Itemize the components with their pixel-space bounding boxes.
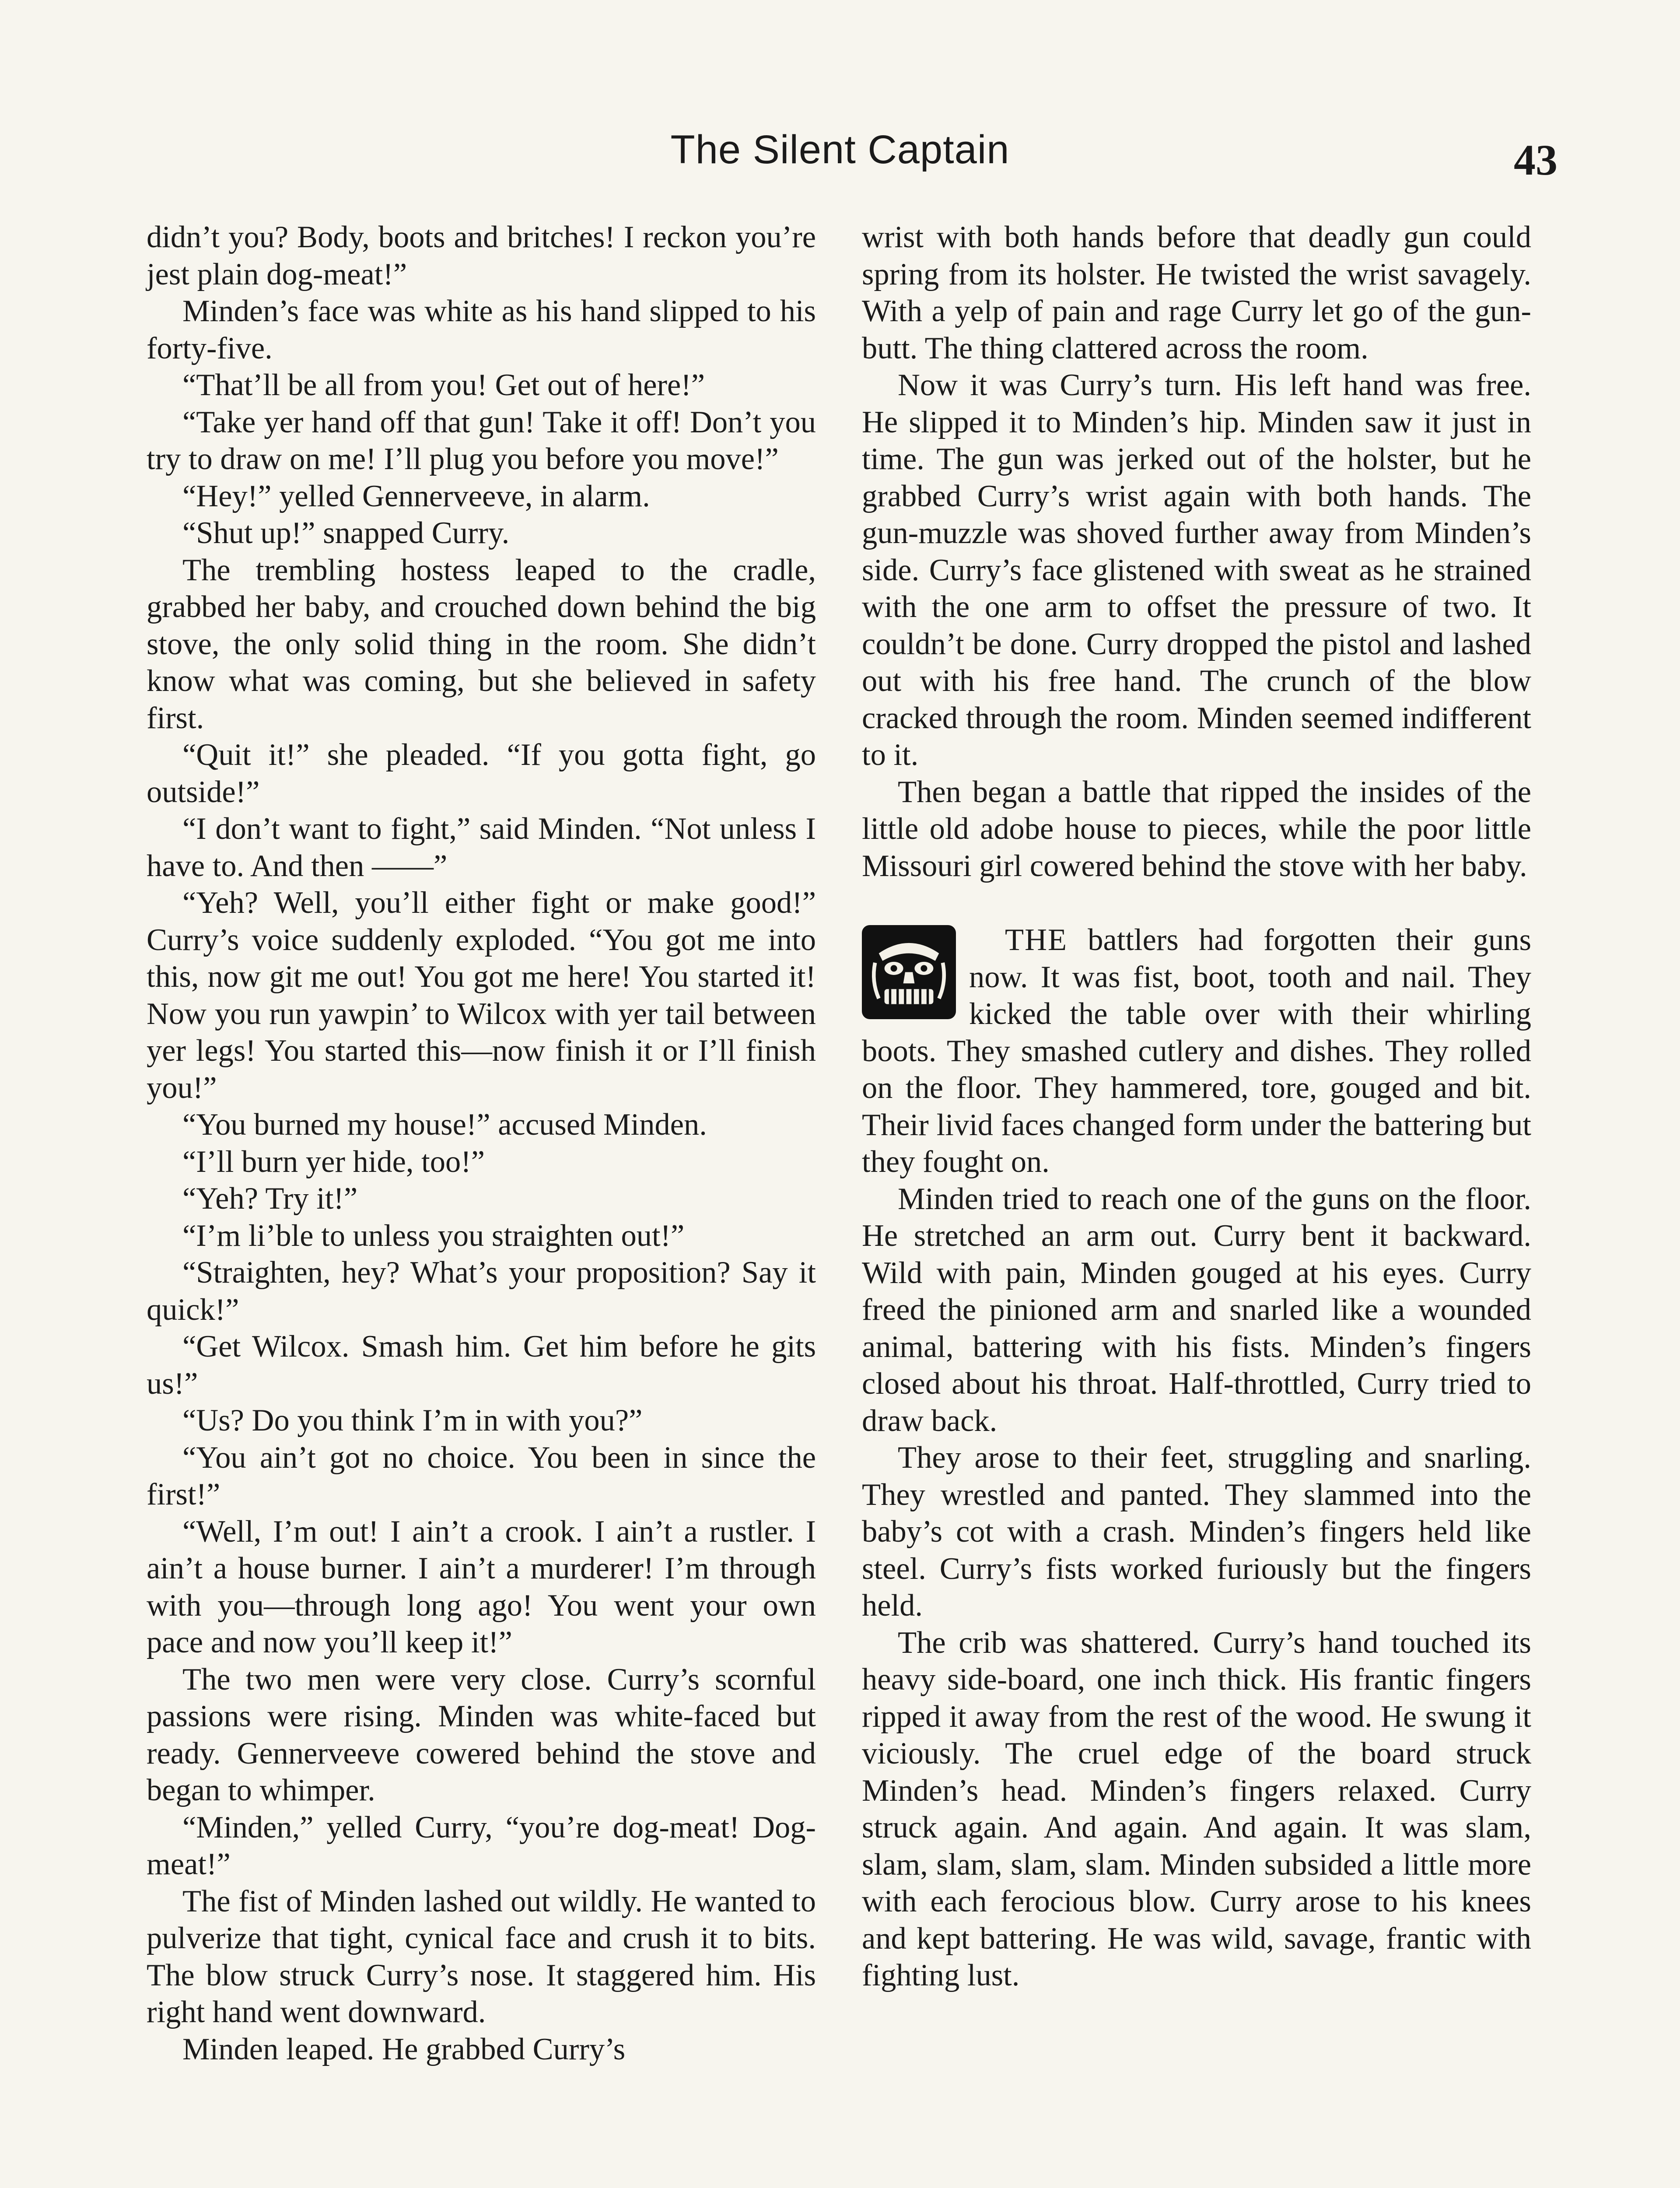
- paragraph: “Quit it!” she pleaded. “If you gotta fight, go outside!”: [147, 738, 816, 809]
- paragraph: Then began a battle that ripped the insides of the little old adobe house to pieces, while the poor little Missouri girl cowered behind the stove with her baby.: [862, 775, 1531, 883]
- paragraph: didn’t you? Body, boots and britches! I reckon you’re jest plain dog-meat!”: [147, 220, 816, 291]
- section-break: [862, 884, 1531, 922]
- paragraph: “Us? Do you think I’m in with you?”: [182, 1403, 643, 1438]
- paragraph: “Get Wilcox. Smash him. Get him before he gits us!”: [147, 1329, 816, 1401]
- lead-text: battlers had forgotten their guns now. It was fist, boot, tooth and nail. They kicked the table over with their whirling boots. They smashed cutlery and dishes. They rolled on the floor. They hammered, tore, gouged and bit. Their livid faces changed form under the battering but they fought on.: [862, 923, 1532, 1179]
- paragraph: “Shut up!” snapped Curry.: [182, 516, 510, 550]
- paragraph: “I’m li’ble to unless you straighten out!”: [182, 1218, 685, 1253]
- right-column: [862, 219, 1531, 1994]
- paragraph: “Take yer hand off that gun! Take it off! Don’t you try to draw on me! I’ll plug you before you move!”: [147, 405, 816, 476]
- paragraph: wrist with both hands before that deadly gun could spring from its holster. He twisted the wrist savagely. With a yelp of pain and rage Curry let go of the gun-butt. The thing clattered across the room.: [862, 220, 1531, 365]
- paragraph: Minden tried to reach one of the guns on the floor. He stretched an arm out. Curry bent it backward. Wild with pain, Minden gouged at his eyes. Curry freed the pinioned arm and snarled like a wounded animal, battering with his fists. Minden’s fingers closed about his throat. Half-throttled, Curry tried to draw back.: [862, 1182, 1531, 1438]
- paragraph: The trembling hostess leaped to the cradle, grabbed her baby, and crouched down behind the big stove, the only solid thing in the room. She didn’t know what was coming, but she believed in safety first.: [147, 553, 816, 735]
- paragraph: The fist of Minden lashed out wildly. He wanted to pulverize that tight, cynical face and crush it to bits. The blow struck Curry’s nose. It staggered him. His right hand went downward.: [147, 1884, 816, 2029]
- paragraph: The two men were very close. Curry’s scornful passions were rising. Minden was white-faced but ready. Gennerveeve cowered behind the stove and began to whimper.: [147, 1662, 816, 1807]
- paragraph: Now it was Curry’s turn. His left hand was free. He slipped it to Minden’s hip. Minden saw it just in time. The gun was jerked out of the holster, but he grabbed Curry’s wrist again with both hands. The gun-muzzle was shoved further away from Minden’s side. Curry’s face glistened with sweat as he strained with the one arm to offset the pressure of two. It couldn’t be done. Curry dropped the pistol and lashed out with his free hand. The crunch of the blow cracked through the room. Minden seemed indifferent to it.: [862, 368, 1531, 772]
- paragraph: “I don’t want to fight,” said Minden. “Not unless I have to. And then ——”: [147, 812, 816, 883]
- running-head-title: The Silent Captain: [670, 127, 1010, 172]
- left-column: [147, 219, 816, 2068]
- paragraph: “You burned my house!” accused Minden.: [182, 1108, 707, 1142]
- paragraph: “Minden,” yelled Curry, “you’re dog-meat! Dog-meat!”: [147, 1810, 816, 1881]
- totem-face-icon: [862, 925, 956, 1019]
- paragraph: “Hey!” yelled Gennerveeve, in alarm.: [182, 479, 650, 513]
- paragraph: “I’ll burn yer hide, too!”: [182, 1144, 485, 1179]
- paragraph: “Straighten, hey? What’s your proposition? Say it quick!”: [147, 1255, 816, 1327]
- paragraph: Minden leaped. He grabbed Curry’s: [182, 2032, 626, 2066]
- paragraph: “Well, I’m out! I ain’t a crook. I ain’t a rustler. I ain’t a house burner. I ain’t a murderer! I’m through with you—through long ago! You went your own pace and now you’ll keep it!”: [147, 1514, 816, 1659]
- paragraph: “Yeh? Try it!”: [182, 1182, 358, 1216]
- paragraph: Minden’s face was white as his hand slipped to his forty-five.: [147, 294, 816, 365]
- lead-word: THE: [1005, 923, 1068, 957]
- paragraph: “Yeh? Well, you’ll either fight or make good!” Curry’s voice suddenly exploded. “You got me into this, now git me out! You got me here! You started it! Now you run yawpin’ to Wilcox with yer tail between yer legs! You started this—now finish it or I’ll finish you!”: [147, 886, 816, 1105]
- section-opening-paragraph: [862, 922, 1531, 1181]
- paragraph: They arose to their feet, struggling and snarling. They wrestled and panted. They slammed into the baby’s cot with a crash. Minden’s fingers held like steel. Curry’s fists worked furiously but the fingers held.: [862, 1441, 1531, 1623]
- paragraph: “You ain’t got no choice. You been in since the first!”: [147, 1440, 816, 1511]
- page-number: 43: [1514, 136, 1558, 184]
- paragraph: “That’ll be all from you! Get out of here!”: [182, 368, 705, 402]
- paragraph: The crib was shattered. Curry’s hand touched its heavy side-board, one inch thick. His frantic fingers ripped it away from the rest of the wood. He swung it viciously. The cruel edge of the board struck Minden’s head. Minden’s fingers relaxed. Curry struck again. And again. And again. It was slam, slam, slam, slam, slam. Minden subsided a little more with each ferocious blow. Curry arose to his knees and kept battering. He was wild, savage, frantic with fighting lust.: [862, 1625, 1531, 1992]
